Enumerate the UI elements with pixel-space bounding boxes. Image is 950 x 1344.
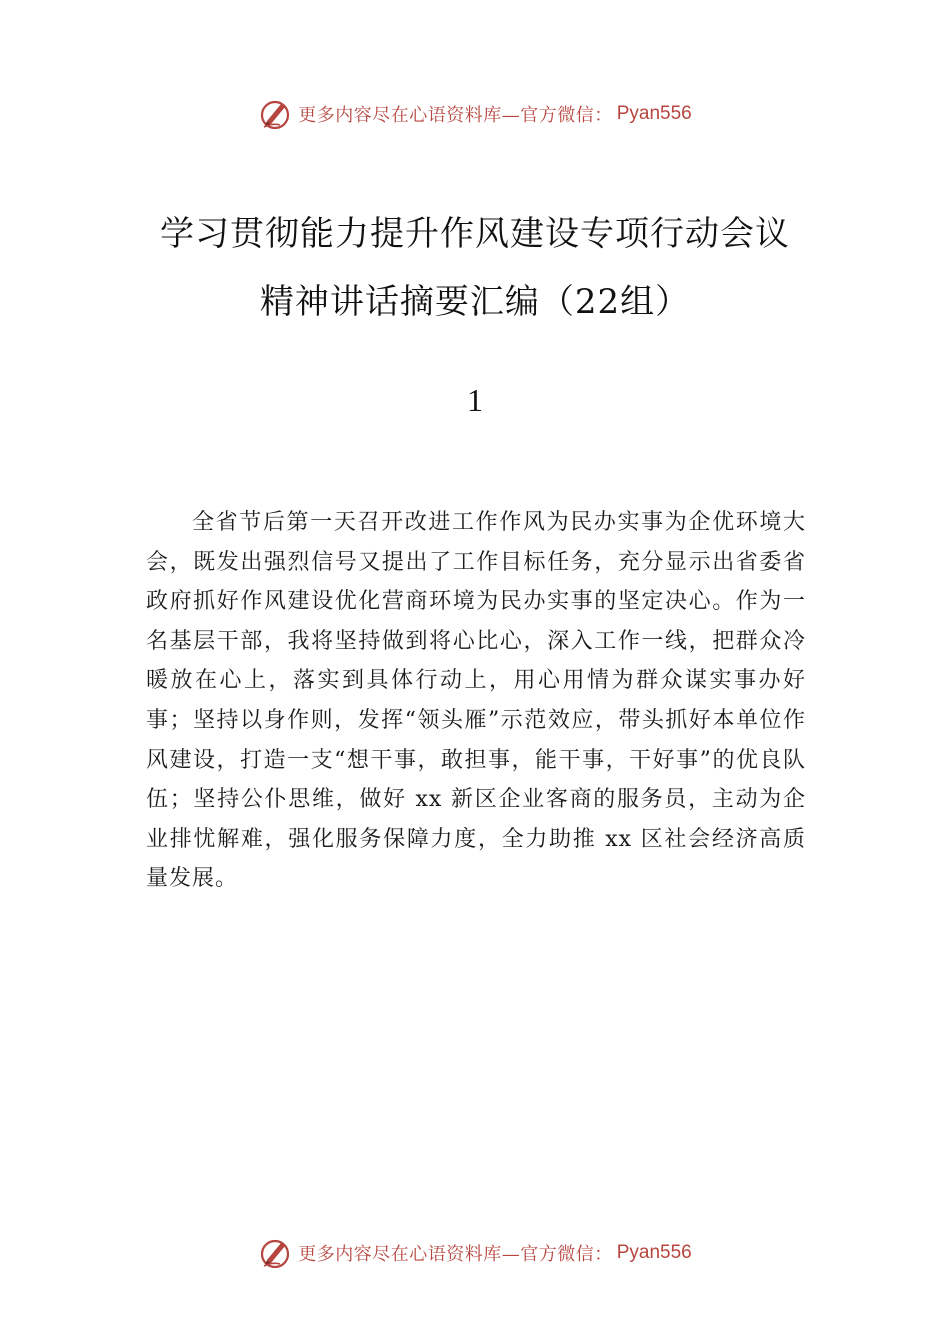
header-wechat-id: Pyan556 [616, 103, 692, 124]
footer-banner [0, 1233, 950, 1273]
section-number: 1 [467, 382, 483, 418]
document-title-line-2: 精神讲话摘要汇编（22组） [259, 282, 691, 322]
pen-circle-logo-icon [258, 1236, 292, 1270]
header-banner [0, 94, 950, 134]
header-banner-text: 更多内容尽在心语资料库—官方微信： [298, 105, 613, 126]
footer-banner-text: 更多内容尽在心语资料库—官方微信： [298, 1244, 613, 1265]
document-title-line-1: 学习贯彻能力提升作风建设专项行动会议 [160, 214, 790, 254]
pen-circle-logo-icon [258, 97, 292, 131]
body-paragraph: 全省节后第一天召开改进工作作风为民办实事为企优环境大会，既发出强烈信号又提出了工作目标任务，充分显示出省委省政府抓好作风建设优化营商环境为民办实事的坚定决心。作为一名基层干部，我将坚持做到将心比心，深入工作一线，把群众冷暖放在心上，落实到具体行动上，用心用情为群众谋实事办好事；坚持以身作则，发挥“领头雁”示范效应，带头抓好本单位作风建设，打造一支“想干事，敢担事，能干事，干好事”的优良队伍；坚持公仆思维，做好 xx 新区企业客商的服务员，主动为企业排忧解难，强化服务保障力度，全力助推 xx 区社会经济高质量发展。 [146, 510, 806, 892]
footer-wechat-id: Pyan556 [616, 1242, 692, 1263]
